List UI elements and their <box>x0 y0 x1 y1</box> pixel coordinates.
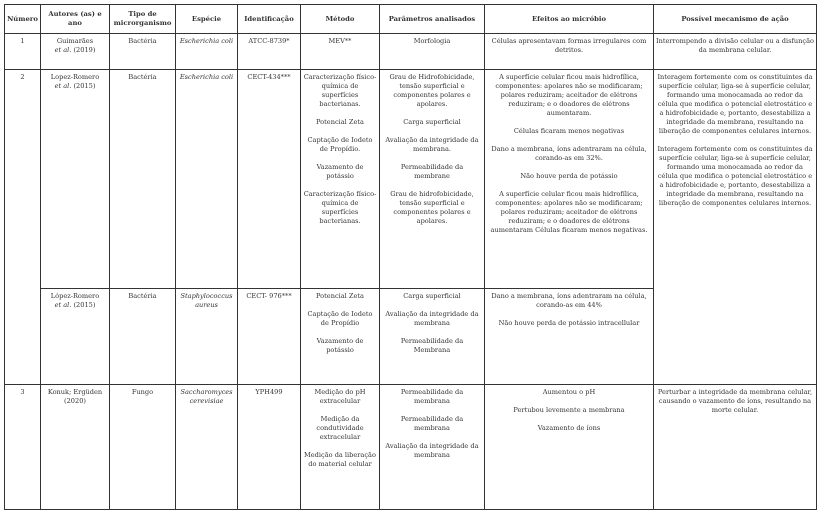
header-efeitos: Efeitos ao micróbio <box>485 5 654 34</box>
cell-especie <box>176 34 238 70</box>
cell-parametros-item: Carga superficial <box>403 292 461 300</box>
cell-autores <box>41 34 110 70</box>
cell-identificacao <box>238 34 301 70</box>
cell-parametros <box>380 70 485 289</box>
cell-especie-text: Staphylococcus aureus <box>180 292 233 309</box>
cell-mecanismo-item: Perturbar a integridade da membrana celular, causando o vazamento de íons, resultando na morte celular. <box>657 388 813 414</box>
header-tipo: Tipo de microrganismo <box>110 5 176 34</box>
cell-especie <box>176 289 238 385</box>
cell-parametros-item: Permeabilidade da membrana <box>400 415 464 432</box>
cell-efeitos-item: A superfície celular ficou mais hidrofílica, componentes: apolares não se modificaram; polares reduziram; aceitador de elétrons reduziram; e o doadores de elétrons aumentaram. <box>495 73 643 117</box>
cell-numero <box>5 385 41 510</box>
cell-parametros <box>380 289 485 385</box>
cell-parametros <box>380 34 485 70</box>
cell-metodo-item: MEV** <box>328 37 352 45</box>
cell-numero-text: 2 <box>20 73 25 81</box>
cell-parametros <box>380 385 485 510</box>
header-metodo: Método <box>301 5 380 34</box>
cell-parametros-item: Permeabilidade da membrane <box>400 163 464 180</box>
cell-especie <box>176 70 238 289</box>
cell-especie-text: Escherichia coli <box>179 37 234 45</box>
cell-parametros-item: Avaliação da integridade da membrana. <box>385 136 479 153</box>
cell-metodo <box>301 289 380 385</box>
cell-metodo-item: Captação de Iodeto de Propídio. <box>307 136 373 153</box>
table-row <box>5 385 817 510</box>
cell-efeitos-item: Células apresentavam formas irregulares com detritos. <box>491 37 647 54</box>
cell-numero-text: 1 <box>20 37 25 45</box>
author-etal: et al. <box>54 82 72 90</box>
cell-numero <box>5 70 41 385</box>
header-mecanismo: Possível mecanismo de ação <box>654 5 817 34</box>
cell-metodo-item: Medição da condutividade extracelular <box>316 415 364 441</box>
results-table <box>4 4 817 510</box>
cell-especie <box>176 385 238 510</box>
cell-metodo <box>301 34 380 70</box>
cell-parametros-item: Carga superficial <box>403 118 461 126</box>
cell-efeitos-item: Dano a membrana, íons adentraram na célula, corando-as em 32%. <box>491 145 647 162</box>
cell-metodo <box>301 385 380 510</box>
header-autores: Autores (as) e ano <box>41 5 110 34</box>
cell-mecanismo <box>654 34 817 70</box>
cell-efeitos <box>485 70 654 289</box>
cell-metodo-item: Potencial Zeta <box>316 118 364 126</box>
author-names: Lopez-Romero <box>50 73 100 81</box>
cell-efeitos-item: Dano a membrana, íons adentraram na célula, corando-as em 44% <box>491 292 647 309</box>
cell-tipo <box>110 385 176 510</box>
cell-metodo-item: Medição do pH extracelular <box>314 388 366 405</box>
cell-efeitos <box>485 385 654 510</box>
cell-metodo-item: Caracterização físico-química de superfícies bacterianas. <box>303 73 377 108</box>
header-identificacao: Identificação <box>238 5 301 34</box>
cell-tipo-text: Fungo <box>131 388 154 396</box>
cell-metodo <box>301 70 380 289</box>
cell-parametros-item: Permeabilidade da Membrana <box>400 337 464 354</box>
cell-mecanismo-item: Interagem fortemente com os constituintes da superfície celular, liga-se à superfície celular, formando uma monocamada ao redor da célula que modifica o potencial eletrostático e a hidrofobicidade e, portanto, desestabiliza a integridade da membrana, resultando na liberação de componentes celulares internos. <box>657 145 813 207</box>
cell-parametros-item: Grau de Hidrofobicidade, tensão superficial e componentes polares e apolares. <box>389 73 475 108</box>
cell-identificacao <box>238 289 301 385</box>
cell-efeitos-item: Células ficaram menos negativas <box>513 127 625 135</box>
author-year: (2019) <box>73 46 96 54</box>
cell-autores <box>41 385 110 510</box>
cell-parametros-item: Avaliação da integridade da membrana <box>385 442 479 459</box>
author-year: (2020) <box>64 397 86 405</box>
cell-metodo-item: Potencial Zeta <box>316 292 364 300</box>
cell-tipo-text: Bactéria <box>128 37 157 45</box>
cell-identificacao <box>238 70 301 289</box>
author-etal: et al. <box>54 46 72 54</box>
header-numero: Número <box>5 5 41 34</box>
table-row <box>5 34 817 70</box>
author-names: Konuk; Ergüden <box>47 388 103 396</box>
author-names: López-Romero <box>50 292 100 300</box>
cell-numero-text: 3 <box>20 388 25 396</box>
author-names: Guimarães <box>56 37 94 45</box>
cell-efeitos <box>485 289 654 385</box>
cell-efeitos-item: Vazamento de íons <box>537 424 601 432</box>
cell-parametros-item: Grau de hidrofobicidade, tensão superficial e componentes polares e apolares. <box>390 190 474 225</box>
cell-efeitos-item: Pertubou levemente a membrana <box>513 406 625 414</box>
cell-efeitos <box>485 34 654 70</box>
cell-identificacao-text: ATCC-8739* <box>248 37 290 45</box>
table-row <box>5 70 817 289</box>
cell-efeitos-item: A superfície celular ficou mais hidrofílica, componentes: apolares não se modificaram; polares reduziram; aceitador de elétrons reduziram; e o doadores de elétrons aumentaram Células ficaram menos negativas. <box>490 190 648 234</box>
cell-mecanismo <box>654 70 817 385</box>
cell-mecanismo-item: Interagem fortemente com os constituintes da superfície celular, liga-se à superfície celular, formando uma monocamada ao redor da célula que modifica o potencial eletrostático e a hidrofobicidade e, portanto, desestabiliza a integridade da membrana, resultando na liberação de componentes celulares internos. <box>657 73 813 135</box>
author-year: (2015) <box>73 301 96 309</box>
cell-metodo-item: Captação de Iodeto de Propídio <box>307 310 373 327</box>
cell-numero <box>5 34 41 70</box>
cell-parametros-item: Permeabilidade da membrana <box>400 388 464 405</box>
header-parametros: Parâmetros analisados <box>380 5 485 34</box>
cell-tipo <box>110 289 176 385</box>
cell-tipo-text: Bactéria <box>128 73 157 81</box>
cell-metodo-item: Vazamento de potássio <box>316 163 364 180</box>
cell-efeitos-item: Não houve perda de potássio <box>520 172 618 180</box>
cell-efeitos-item: Não houve perda de potássio intracellular <box>498 319 640 327</box>
cell-identificacao-text: YPH499 <box>255 388 283 396</box>
cell-mecanismo <box>654 385 817 510</box>
cell-tipo <box>110 34 176 70</box>
cell-mecanismo-item: Interrompendo a divisão celular ou a disfunção da membrana celular. <box>656 37 814 54</box>
cell-identificacao-text: CECT-434*** <box>247 73 291 81</box>
cell-identificacao <box>238 385 301 510</box>
cell-parametros-item: Avaliação da integridade da membrana <box>385 310 479 327</box>
cell-efeitos-item: Aumentou o pH <box>542 388 596 396</box>
author-year: (2015) <box>73 82 96 90</box>
header-especie: Espécie <box>176 5 238 34</box>
cell-especie-text: Saccharomyces cerevisiae <box>180 388 233 405</box>
cell-metodo-item: Caracterização físico-química de superfícies bacterianas. <box>303 190 377 225</box>
cell-parametros-item: Morfologia <box>413 37 451 45</box>
author-etal: et al. <box>54 301 72 309</box>
cell-tipo <box>110 70 176 289</box>
cell-identificacao-text: CECT- 976*** <box>246 292 292 300</box>
header-row <box>5 5 817 34</box>
cell-metodo-item: Medição da liberação do material celular <box>304 451 376 468</box>
cell-autores <box>41 289 110 385</box>
cell-metodo-item: Vazamento de potássio <box>316 337 364 354</box>
cell-autores <box>41 70 110 289</box>
cell-tipo-text: Bactéria <box>128 292 157 300</box>
cell-especie-text: Escherichia coli <box>179 73 234 81</box>
